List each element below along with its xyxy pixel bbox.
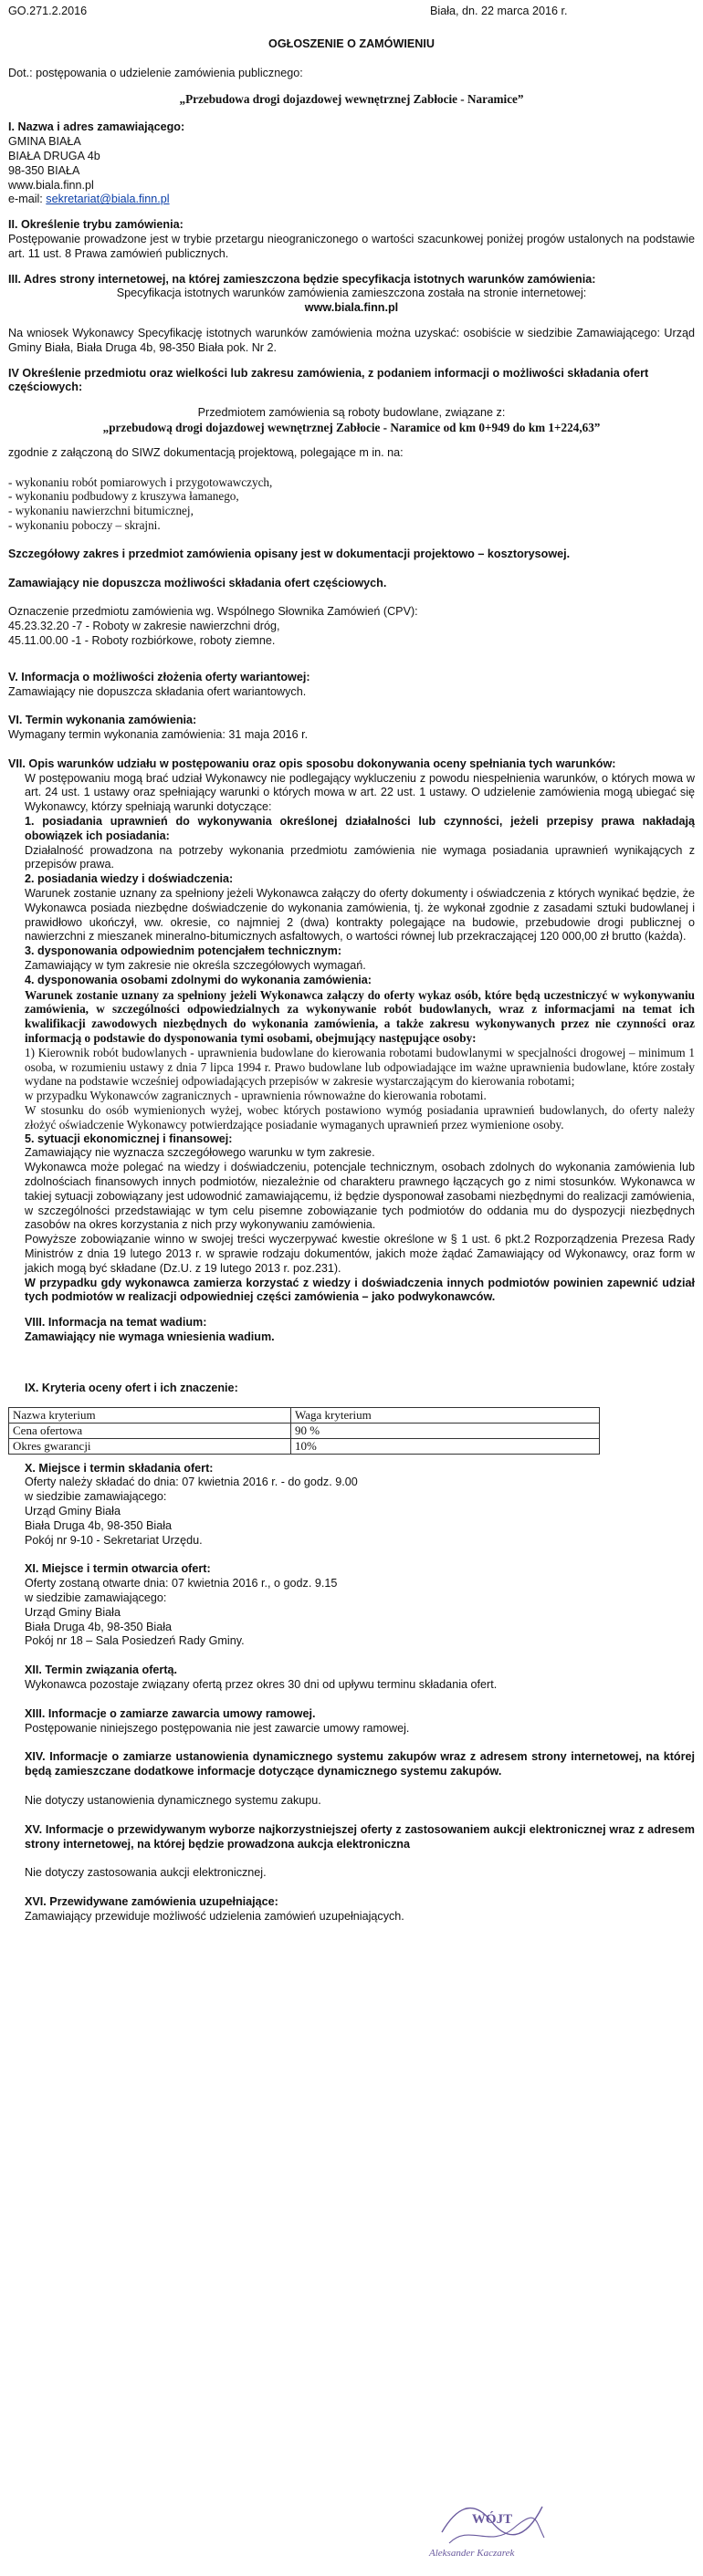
section-3-text: Na wniosek Wykonawcy Specyfikację istotnych warunków zamówienia można uzyskać: osobiście w siedzibie Zamawiającego: Urząd Gminy Biała, Biała Druga 4b, 98-350 Biała pok. Nr 2.: [8, 326, 695, 354]
cpv-label: Oznaczenie przedmiotu zamówienia wg. Wspólnego Słownika Zamówień (CPV):: [8, 605, 418, 619]
section-4-scope: zgodnie z załączoną do SIWZ dokumentacją projektową, polegające m in. na:: [8, 445, 404, 459]
email-line: [8, 193, 695, 207]
condition-1-text: Działalność prowadzona na potrzeby wykonania przedmiotu zamówienia nie wymaga posiadania uprawnień wynikających z przepisów prawa.: [25, 843, 695, 871]
condition-4-text: w przypadku Wykonawców zagranicznych - uprawnienia równoważne do kierowania robotami.: [25, 1089, 487, 1103]
section-4-project: „przebudową drogi dojazdowej wewnętrznej Zabłocie - Naramice od km 0+949 do km 1+224,63”: [102, 420, 601, 434]
section-10-line: Oferty należy składać do dnia: 07 kwietnia 2016 r. - do godz. 9.00: [25, 1476, 358, 1489]
section-7-intro: W postępowaniu mogą brać udział Wykonawcy nie podlegający wykluczeniu z powodu niespełnienia warunków, o których mowa w art. 24 ust. 1 ustawy oraz spełniający warunki o których mowa w art. 22 ust. 1 ustawy. O udzielenie zamówienia mogą ubiegać się Wykonawcy, którzy spełniają warunki dotyczące:: [25, 771, 695, 814]
list-item: - wykonaniu podbudowy z kruszywa łamanego,: [8, 489, 239, 504]
condition-1-title: 1. posiadania uprawnień do wykonywania określonej działalności lub czynności, jeżeli przepisy prawa nakładają obowiązek ich posiadania:: [25, 815, 695, 842]
section-16-heading: XVI. Przewidywane zamówienia uzupełniające:: [25, 1895, 278, 1909]
section-11-line: Urząd Gminy Biała: [25, 1605, 121, 1619]
condition-4-text: W stosunku do osób wymienionych wyżej, wobec których postawiono wymóg posiadania uprawnień budowlanych, do oferty należy złożyć oświadczenie Wykonawcy potwierdzające posiadanie wymaganych uprawnień przez wymienione osoby.: [25, 1103, 695, 1132]
section-11-line: Pokój nr 18 – Sala Posiedzeń Rady Gminy.: [25, 1634, 245, 1648]
section-7-heading: VII. Opis warunków udziału w postępowaniu oraz opis sposobu dokonywania oceny spełniania tych warunków:: [8, 756, 616, 770]
section-6-text: Wymagany termin wykonania zamówienia: 31 maja 2016 r.: [8, 728, 309, 742]
table-cell: Okres gwarancji: [9, 1438, 291, 1454]
website-line: www.biala.finn.pl: [8, 178, 94, 192]
section-10-line: Urząd Gminy Biała: [25, 1504, 121, 1517]
condition-3-text: Zamawiający w tym zakresie nie określa szczegółowych wymagań.: [25, 959, 366, 973]
email-link[interactable]: sekretariat@biala.finn.pl: [46, 193, 170, 206]
section-6-heading: VI. Termin wykonania zamówienia:: [8, 714, 197, 727]
reference-number: GO.271.2.2016: [8, 5, 88, 17]
section-1-heading: I. Nazwa i adres zamawiającego:: [8, 120, 185, 134]
section-11-line: Biała Druga 4b, 98-350 Biała: [25, 1620, 173, 1633]
section-5-heading: V. Informacja o możliwości złożenia oferty wariantowej:: [8, 670, 310, 683]
condition-4-title: 4. dysponowania osobami zdolnymi do wykonania zamówienia:: [25, 973, 372, 986]
section-5-text: Zamawiający nie dopuszcza składania ofert wariantowych.: [8, 684, 307, 698]
section-15-text: Nie dotyczy zastosowania aukcji elektronicznej.: [25, 1866, 267, 1880]
document-page: [8, 0, 695, 1924]
condition-5-text: Powyższe zobowiązanie winno w swojej treści wyczerpywać kwestie określone w § 1 ust. 6 pkt.2 Rozporządzenia Prezesa Rady Ministrów z dnia 19 lutego 2013 r. w sprawie rodzaju dokumentów, jakich może żądać Zamawiający od Wykonawcy, oraz form w jakich mogą być składane (Dz.U. z 19 lutego 2013 r. poz.231).: [25, 1233, 695, 1275]
table-cell: 10%: [291, 1438, 600, 1454]
condition-5-text: Wykonawca może polegać na wiedzy i doświadczeniu, potencjale technicznym, osobach zdolnych do wykonania zamówienia lub zdolnościach finansowych innych podmiotów, niezależnie od charakteru prawnego łączących go z nimi stosunków. Wykonawca w takiej sytuacji zobowiązany jest udowodnić zamawiającemu, iż będzie dysponował zasobami niezbędnymi do realizacji zamówienia, w szczególności przedstawiając w tym celu pisemne zobowiązanie tych podmiotów do oddania mu do dyspozycji niezbędnych zasobów na okres korzystania z nich przy wykonywaniu zamówienia.: [25, 1161, 695, 1232]
table-cell: Cena ofertowa: [9, 1423, 291, 1438]
section-2-text: Postępowanie prowadzone jest w trybie przetargu nieograniczonego o wartości szacunkowej poniżej progów ustalonych na podstawie art. 11 ust. 8 Prawa zamówień publicznych.: [8, 232, 695, 260]
address-line: GMINA BIAŁA: [8, 135, 81, 149]
condition-4-bold: Warunek zostanie uznany za spełniony jeżeli Wykonawca załączy do oferty wykaz osób, które będą uczestniczyć w wykonywaniu zamówienia, w szczególności odpowiedzialnych za wykonywanie robót budowlanych, wraz z informacjami na temat ich kwalifikacji zawodowych niezbędnych do wykonania zamówienia, a także zakresu wykonywanych przez nie czynności oraz informacją o podstawie do dysponowania tymi osobami, obejmujący następujące osoby:: [25, 987, 695, 1046]
column-header: Waga kryterium: [291, 1407, 600, 1423]
page-title: OGŁOSZENIE O ZAMÓWIENIU: [268, 37, 435, 50]
section-8-heading: VIII. Informacja na temat wadium:: [25, 1316, 207, 1330]
document-header: [8, 5, 695, 21]
stamp-graphic: [436, 2496, 548, 2552]
cpv-code: 45.23.32.20 -7 - Roboty w zakresie nawierzchni dróg,: [8, 620, 280, 633]
list-item: - wykonaniu poboczy – skrajni.: [8, 517, 161, 532]
section-8-text: Zamawiający nie wymaga wniesienia wadium.: [25, 1330, 275, 1343]
criteria-table: [8, 1407, 600, 1455]
section-2-heading: II. Określenie trybu zamówienia:: [8, 218, 184, 232]
table-cell: 90 %: [291, 1423, 600, 1438]
email-label: e-mail:: [8, 193, 47, 206]
intro-text: Dot.: postępowania o udzielenie zamówienia publicznego:: [8, 66, 303, 79]
section-9-heading: IX. Kryteria oceny ofert i ich znaczenie:: [25, 1381, 238, 1394]
section-14-heading: XIV. Informacje o zamiarze ustanowienia dynamicznego systemu zakupów wraz z adresem strony internetowej, na której będą zamieszczane dodatkowe informacje dotyczące dynamicznego systemu zakupów.: [25, 1750, 695, 1778]
table-row: [9, 1423, 600, 1438]
project-name: „Przebudowa drogi dojazdowej wewnętrznej Zabłocie - Naramice”: [179, 91, 524, 106]
place-date: Biała, dn. 22 marca 2016 r.: [430, 5, 568, 17]
column-header: Nazwa kryterium: [9, 1407, 291, 1423]
section-10-line: Biała Druga 4b, 98-350 Biała: [25, 1518, 173, 1532]
address-line: 98-350 BIAŁA: [8, 163, 80, 177]
section-3-url: www.biala.finn.pl: [304, 301, 399, 315]
table-header-row: [9, 1407, 600, 1423]
condition-5-text: Zamawiający nie wyznacza szczegółowego warunku w tym zakresie.: [25, 1146, 375, 1160]
section-4-detail: Szczegółowy zakres i przedmiot zamówienia opisany jest w dokumentacji projektowo – kosztorysowej.: [8, 547, 571, 560]
condition-2-text: Warunek zostanie uznany za spełniony jeżeli Wykonawca załączy do oferty dokumenty i oświadczenia z których wynikać będzie, że Wykonawca posiada niezbędne doświadczenie do wykonania zamówienia, tj. że wykonał zgodnie z zasadami sztuki budowlanej i prawidłowo ukończył, ww. okresie, co najmniej 2 (dwa) kontrakty polegające na budowie, przebudowie drogi publicznej o nawierzchni z mieszanek mineralno-bitumicznych asfaltowych, o wartości równej lub przekraczającej 120 000,00 zł brutto (każda).: [25, 887, 695, 944]
section-12-text: Wykonawca pozostaje związany ofertą przez okres 30 dni od upływu terminu składania ofert.: [25, 1677, 498, 1691]
section-15-heading: XV. Informacje o przewidywanym wyborze najkorzystniejszej oferty z zastosowaniem aukcji elektronicznej wraz z adresem strony internetowej, na której będzie prowadzona aukcja elektroniczna: [25, 1822, 695, 1851]
section-3-heading: III. Adres strony internetowej, na której zamieszczona będzie specyfikacja istotnych warunków zamówienia:: [8, 272, 596, 286]
section-13-heading: XIII. Informacje o zamiarze zawarcia umowy ramowej.: [25, 1706, 316, 1720]
section-16-text: Zamawiający przewiduje możliwość udzielenia zamówień uzupełniających.: [25, 1909, 404, 1923]
cpv-code: 45.11.00.00 -1 - Roboty rozbiórkowe, roboty ziemne.: [8, 633, 276, 647]
condition-3-title: 3. dysponowania odpowiednim potencjałem technicznym:: [25, 944, 342, 958]
section-4-line: Przedmiotem zamówienia są roboty budowlane, związane z:: [197, 406, 506, 420]
works-list: [8, 475, 695, 533]
table-row: [9, 1438, 600, 1454]
condition-4-text: 1) Kierownik robót budowlanych - uprawnienia budowlane do kierowania robotami budowlanymi w specjalności drogowej – minimum 1 osoba, w rozumieniu ustawy z dnia 7 lipca 1994 r. Prawo budowlane lub odpowiadające im ważne uprawnienia budowlane, które zostały wydane na podstawie wcześniej odpowiadających przepisów w zakresie wystarczającym do kierowania robotami;: [25, 1045, 695, 1089]
section-10-line: Pokój nr 9-10 - Sekretariat Urzędu.: [25, 1533, 203, 1547]
section-13-text: Postępowanie niniejszego postępowania nie jest zawarcie umowy ramowej.: [25, 1721, 410, 1735]
stamp-text: WÓJT: [471, 2512, 513, 2527]
section-4-heading: IV Określenie przedmiotu oraz wielkości lub zakresu zamówienia, z podaniem informacji o możliwości składania ofert częściowych:: [8, 366, 649, 394]
section-10-heading: X. Miejsce i termin składania ofert:: [25, 1461, 214, 1475]
section-14-text: Nie dotyczy ustanowienia dynamicznego systemu zakupu.: [25, 1793, 321, 1807]
address-line: BIAŁA DRUGA 4b: [8, 149, 100, 162]
section-4-partial: Zamawiający nie dopuszcza możliwości składania ofert częściowych.: [8, 576, 387, 589]
condition-5-title: 5. sytuacji ekonomicznej i finansowej:: [25, 1132, 233, 1145]
section-3-line: Specyfikacja istotnych warunków zamówienia zamieszczona została na stronie internetowej:: [116, 287, 587, 300]
section-10-line: w siedzibie zamawiającego:: [25, 1490, 167, 1504]
section-11-line: Oferty zostaną otwarte dnia: 07 kwietnia 2016 r., o godz. 9.15: [25, 1577, 338, 1590]
list-item: - wykonaniu robót pomiarowych i przygotowawczych,: [8, 475, 273, 489]
list-item: - wykonaniu nawierzchni bitumicznej,: [8, 504, 194, 518]
condition-2-title: 2. posiadania wiedzy i doświadczenia:: [25, 872, 234, 886]
signatory-name: Aleksander Kaczarek: [429, 2548, 515, 2559]
section-12-heading: XII. Termin związania ofertą.: [25, 1663, 178, 1677]
section-11-line: w siedzibie zamawiającego:: [25, 1590, 167, 1604]
condition-5-bold: W przypadku gdy wykonawca zamierza korzystać z wiedzy i doświadczenia innych podmiotów powinien zapewnić udział tych podmiotów w realizacji odpowiedniej części zamówienia – jako podwykonawców.: [25, 1276, 695, 1304]
section-11-heading: XI. Miejsce i termin otwarcia ofert:: [25, 1562, 211, 1576]
